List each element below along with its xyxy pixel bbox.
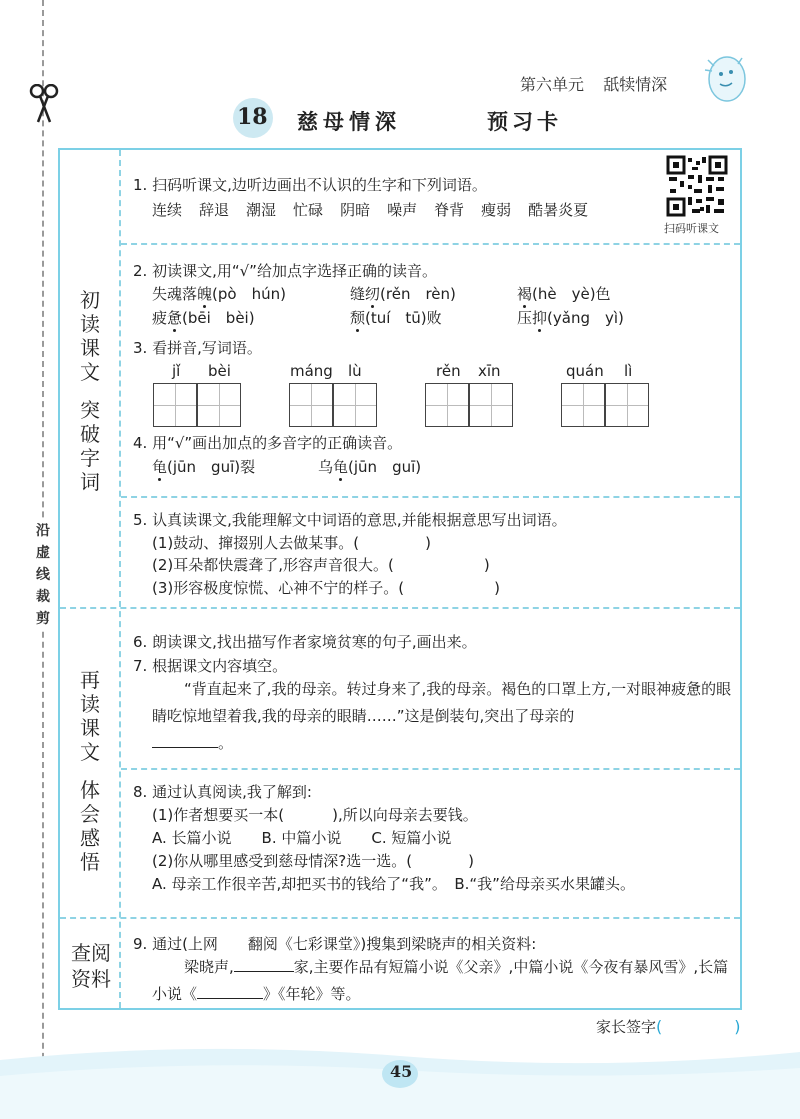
pinyin-label: máng — [290, 362, 333, 380]
question-1-prompt: 1. 扫码听课文,边听边画出不认识的生字和下列词语。 — [133, 176, 487, 194]
writing-box[interactable] — [469, 383, 513, 427]
parent-signature[interactable]: 家长签字( ) — [596, 1017, 741, 1036]
row-divider — [121, 243, 740, 245]
writing-box[interactable] — [605, 383, 649, 427]
pinyin-label: lù — [348, 362, 362, 380]
section-label-research: 查阅 资料 — [71, 941, 111, 991]
question-8-prompt: 8. 通过认真阅读,我了解到: — [133, 783, 312, 801]
vocab-word: 噪声 — [387, 201, 418, 219]
row-divider — [121, 496, 740, 498]
question-6-prompt: 6. 朗读课文,找出描写作者家境贫寒的句子,画出来。 — [133, 633, 477, 651]
lesson-number: 18 — [237, 104, 268, 130]
writing-box[interactable] — [153, 383, 197, 427]
question-5-item[interactable]: (2)耳朵都快震聋了,形容声音很大。( ) — [152, 556, 490, 574]
writing-box[interactable] — [289, 383, 333, 427]
dotted-character: 抑 — [532, 309, 548, 327]
qr-code-icon[interactable] — [666, 155, 728, 217]
scissors-icon — [28, 84, 60, 124]
question-8-options-1[interactable]: A. 长篇小说 B. 中篇小说 C. 短篇小说 — [152, 829, 452, 847]
unit-theme: 舐犊情深 — [603, 75, 668, 94]
vocab-word: 脊背 — [434, 201, 465, 219]
question-9-passage: 梁晓声, 家,主要作品有短篇小说《父亲》,中篇小说《今夜有暴风雪》,长篇小说《 》《年轮》等。 — [152, 954, 738, 1008]
egg-decoration-icon — [700, 50, 750, 105]
writing-box[interactable] — [333, 383, 377, 427]
question-2-item[interactable]: 缝纫(rěn rèn) — [350, 285, 456, 303]
vocab-word: 阴暗 — [340, 201, 371, 219]
question-2-item[interactable]: 颓(tuí tū)败 — [350, 309, 442, 327]
section-label-first-reading: 初 读 课 文 突 破 字 词 — [80, 288, 100, 494]
question-2-item[interactable]: 疲惫(bēi bèi) — [152, 309, 255, 327]
question-5-prompt: 5. 认真读课文,我能理解文中词语的意思,并能根据意思写出词语。 — [133, 511, 567, 529]
question-8-sub-1[interactable]: (1)作者想要买一本( ),所以向母亲去要钱。 — [152, 806, 478, 824]
question-3-prompt: 3. 看拼音,写词语。 — [133, 339, 262, 357]
row-divider — [121, 768, 740, 770]
vocab-word: 潮湿 — [246, 201, 277, 219]
unit-header — [520, 72, 681, 95]
question-7-passage: “背直起来了,我的母亲。转过身来了,我的母亲。褐色的口罩上方,一对眼神疲惫的眼睛吃惊地望着我,我的母亲的眼睛……”这是倒装句,突出了母亲的 。 — [152, 680, 732, 752]
qr-label: 扫码听课文 — [664, 222, 719, 235]
page-number: 45 — [390, 1062, 413, 1081]
question-2-item[interactable]: 褐(hè yè)色 — [517, 285, 611, 303]
cut-instruction: 沿虚线裁剪 — [33, 520, 53, 630]
question-8-sub-2[interactable]: (2)你从哪里感受到慈母情深?选一选。( ) — [152, 852, 474, 870]
signature-label: 家长签字 — [596, 1018, 657, 1036]
question-9-prompt: 9. 通过(上网 翻阅《七彩课堂》)搜集到梁晓声的相关资料: — [133, 935, 537, 953]
pinyin-label: lì — [624, 362, 633, 380]
pinyin-label: bèi — [208, 362, 231, 380]
pinyin-label: quán — [566, 362, 604, 380]
unit-label: 第六单元 — [520, 75, 585, 94]
question-1-word-list — [152, 198, 605, 222]
dotted-character: 龟 — [333, 458, 349, 476]
question-4-prompt: 4. 用“√”画出加点的多音字的正确读音。 — [133, 434, 403, 452]
writing-box[interactable] — [197, 383, 241, 427]
question-4-item[interactable]: 乌龟(jūn guī) — [318, 458, 422, 476]
writing-box[interactable] — [425, 383, 469, 427]
question-5-item[interactable]: (1)鼓动、撺掇别人去做某事。( ) — [152, 534, 431, 552]
vocab-word: 连续 — [152, 201, 183, 219]
writing-box[interactable] — [561, 383, 605, 427]
vocab-word: 酷暑炎夏 — [528, 201, 589, 219]
vocab-word: 瘦弱 — [481, 201, 512, 219]
dotted-character: 魄 — [197, 285, 213, 303]
answer-blank[interactable] — [234, 955, 294, 972]
card-label: 预习卡 — [487, 110, 562, 134]
section-divider — [60, 917, 740, 919]
answer-blank[interactable] — [152, 731, 218, 748]
vocab-word: 辞退 — [199, 201, 230, 219]
section-divider — [60, 607, 740, 609]
question-8-options-2[interactable]: A. 母亲工作很辛苦,却把买书的钱给了“我”。 B.“我”给母亲买水果罐头。 — [152, 875, 635, 893]
answer-blank[interactable] — [197, 982, 263, 999]
lesson-title: 慈母情深 — [297, 110, 401, 134]
question-5-item[interactable]: (3)形容极度惊慌、心神不宁的样子。( ) — [152, 579, 500, 597]
pinyin-label: xīn — [478, 362, 501, 380]
pinyin-label: rěn — [436, 362, 461, 380]
vocab-word: 忙碌 — [293, 201, 324, 219]
dotted-character: 颓 — [350, 309, 366, 327]
question-2-item[interactable]: 压抑(yǎng yì) — [517, 309, 624, 327]
question-2-prompt: 2. 初读课文,用“√”给加点字选择正确的读音。 — [133, 262, 437, 280]
section-label-second-reading: 再 读 课 文 体 会 感 悟 — [80, 668, 100, 874]
dotted-character: 龟 — [152, 458, 168, 476]
question-7-prompt: 7. 根据课文内容填空。 — [133, 657, 288, 675]
column-divider — [119, 150, 121, 1008]
dotted-character: 惫 — [167, 309, 183, 327]
question-2-item[interactable]: 失魂落魄(pò hún) — [152, 285, 286, 303]
dotted-character: 褐 — [517, 285, 533, 303]
pinyin-label: jǐ — [172, 362, 181, 380]
question-4-item[interactable]: 龟(jūn guī)裂 — [152, 458, 256, 476]
dotted-character: 纫 — [365, 285, 381, 303]
